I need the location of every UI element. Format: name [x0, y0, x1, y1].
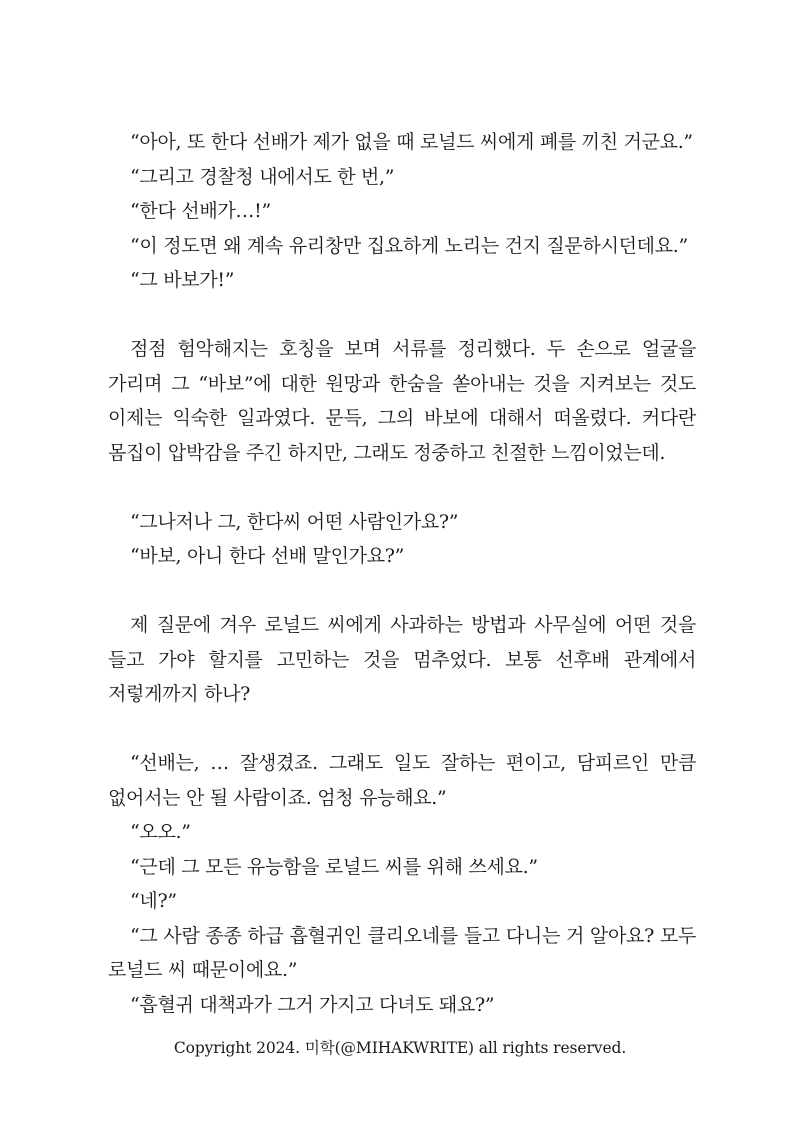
narration-paragraph: 점점 험악해지는 호칭을 보며 서류를 정리했다. 두 손으로 얼굴을 가리며 그 “바보”에 대한 원망과 한숨을 쏟아내는 것을 지켜보는 것도 이제는 익숙한 일과였다. 문득, 그의 바보에 대해서 떠올렸다. 커다란 몸집이 압박감을 주긴 하지만, 그래도 정중하고 친절한 느낌이었는데.	[108, 338, 696, 464]
dialogue-line: “오오.”	[130, 821, 191, 843]
dialogue-line: “그 사람 종종 하급 흡혈귀인 클리오네를 들고 다니는 거 알아요? 모두 로널드 씨 때문이에요.”	[108, 924, 696, 981]
dialogue-line: “이 정도면 왜 계속 유리창만 집요하게 노리는 건지 질문하시던데요.”	[130, 234, 688, 257]
copyright-footer: Copyright 2024. 미학(@MIHAKWRITE) all rights reserved.	[173, 1039, 627, 1057]
paragraph-gap	[108, 712, 696, 747]
dialogue-line: “아아, 또 한다 선배가 제가 없을 때 로널드 씨에게 폐를 끼친 거군요.”	[130, 131, 693, 153]
dialogue-line: “그나저나 그, 한다씨 어떤 사람인가요?”	[130, 510, 459, 533]
body-text	[108, 125, 696, 1022]
dialogue-line: “흡혈귀 대책과가 그거 가지고 다녀도 돼요?”	[130, 993, 495, 1016]
paragraph-gap	[108, 298, 696, 333]
dialogue-line: “바보, 아니 한다 선배 말인가요?”	[130, 545, 405, 567]
dialogue-line: “그 바보가!”	[130, 269, 235, 291]
narration-paragraph: 제 질문에 겨우 로널드 씨에게 사과하는 방법과 사무실에 어떤 것을 들고 가야 할지를 고민하는 것을 멈추었다. 보통 선후배 관계에서 저렇게까지 하나?	[108, 614, 696, 705]
dialogue-line: “근데 그 모든 유능함을 로널드 씨를 위해 쓰세요.”	[130, 855, 538, 878]
dialogue-line: “그리고 경찰청 내에서도 한 번,”	[130, 165, 395, 188]
dialogue-line: “네?”	[130, 890, 177, 912]
dialogue-line: “선배는, … 잘생겼죠. 그래도 일도 잘하는 편이고, 담피르인 만큼 없어서는 안 될 사람이죠. 엄청 유능해요.”	[108, 752, 696, 809]
dialogue-line: “한다 선배가…!”	[130, 200, 271, 222]
paragraph-gap	[108, 574, 696, 609]
paragraph-gap	[108, 470, 696, 505]
